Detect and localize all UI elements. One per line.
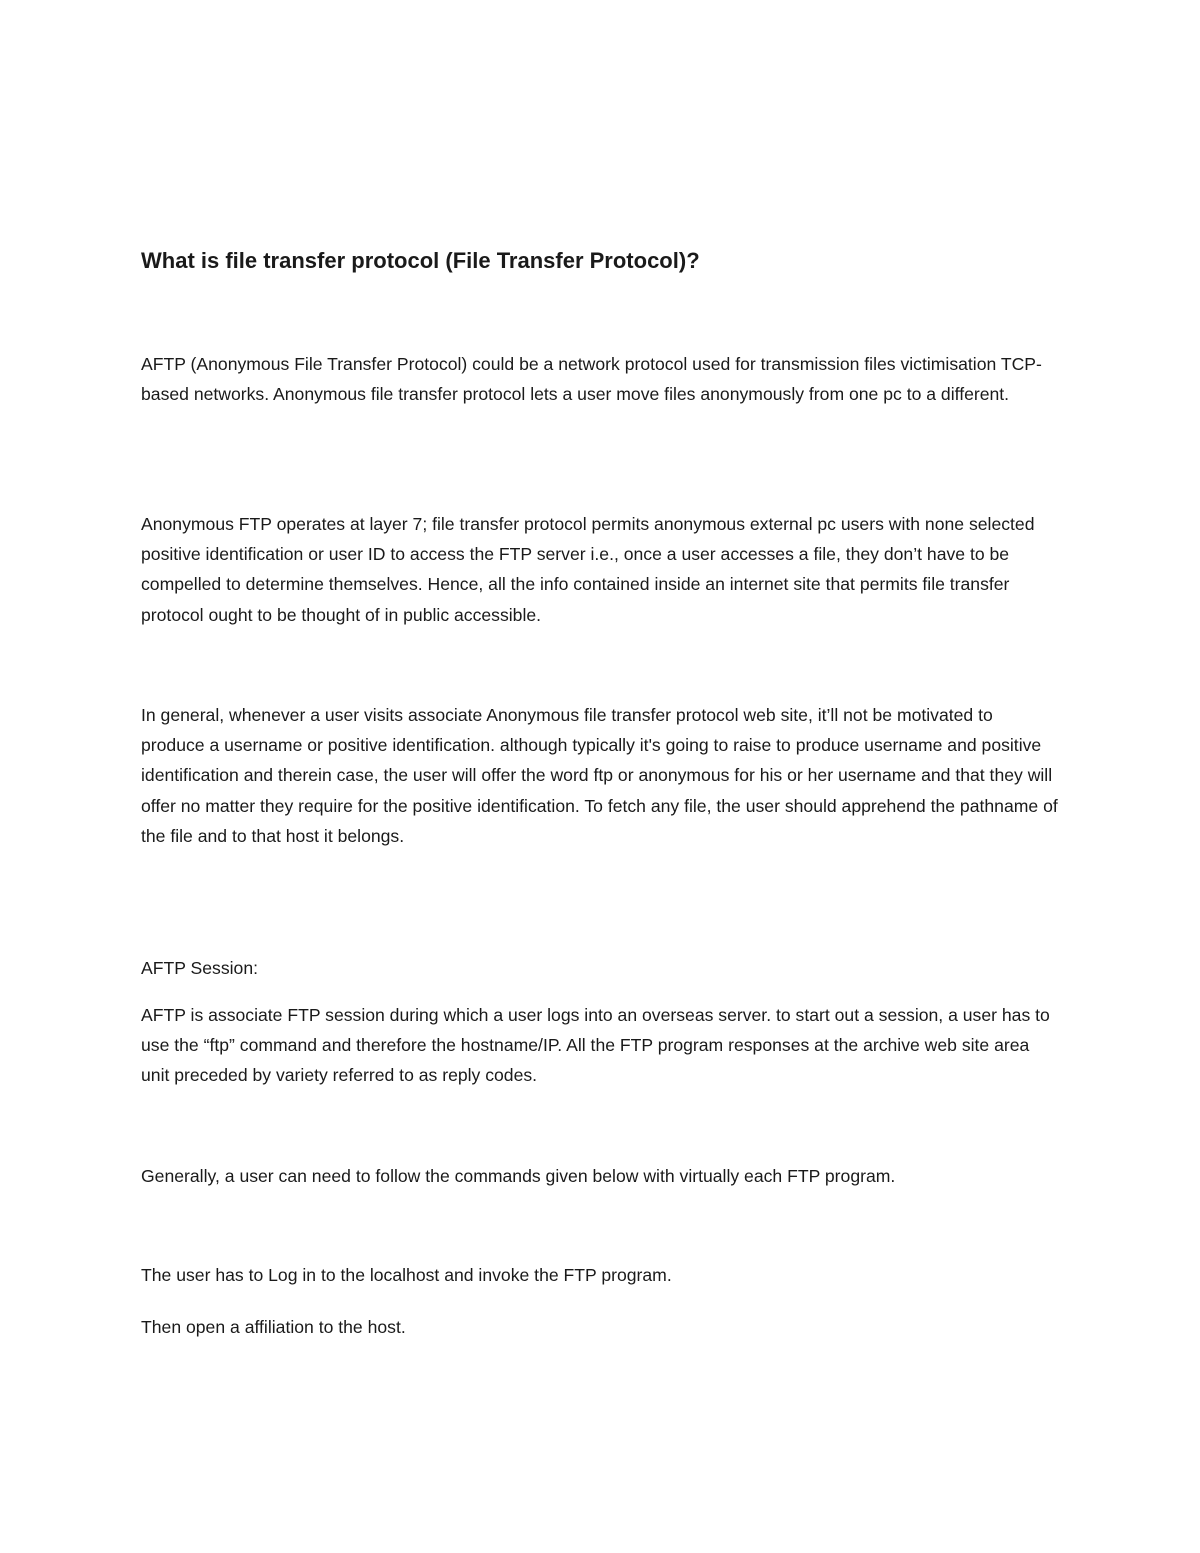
paragraph-step-open-connection: Then open a affiliation to the host. xyxy=(141,1317,406,1337)
paragraph-step-login: The user has to Log in to the localhost and invoke the FTP program. xyxy=(141,1265,672,1285)
paragraph-anonymous-ftp-layer: Anonymous FTP operates at layer 7; file transfer protocol permits anonymous external pc users with none selected positive identification or user ID to access the FTP server i.e., once a user accesses a file, they don’t have to be compelled to determine themselves. Hence, all the info contained inside an internet site that permits file transfer protocol ought to be thought of in public accessible. xyxy=(141,514,1035,625)
paragraph-aftp-session: AFTP is associate FTP session during which a user logs into an overseas server. to start out a session, a user has to use the “ftp” command and therefore the hostname/IP. All the FTP program responses at the archive web site area unit preceded by variety referred to as reply codes. xyxy=(141,1005,1050,1086)
paragraph-commands-intro: Generally, a user can need to follow the commands given below with virtually each FTP program. xyxy=(141,1166,896,1186)
paragraph-general-usage: In general, whenever a user visits associate Anonymous file transfer protocol web site, it’ll not be motivated to produce a username or positive identification. although typically it's going to raise to produce username and positive identification and therein case, the user will offer the word ftp or anonymous for his or her username and that they will offer no matter they require for the positive identification. To fetch any file, the user should apprehend the pathname of the file and to that host it belongs. xyxy=(141,705,1058,846)
page-title: What is file transfer protocol (File Transfer Protocol)? xyxy=(141,248,700,273)
section-heading-aftp-session: AFTP Session: xyxy=(141,958,259,978)
paragraph-aftp-intro: AFTP (Anonymous File Transfer Protocol) could be a network protocol used for transmission files victimisation TCP-based networks. Anonymous file transfer protocol lets a user move files anonymously from one pc to a different. xyxy=(141,354,1042,405)
